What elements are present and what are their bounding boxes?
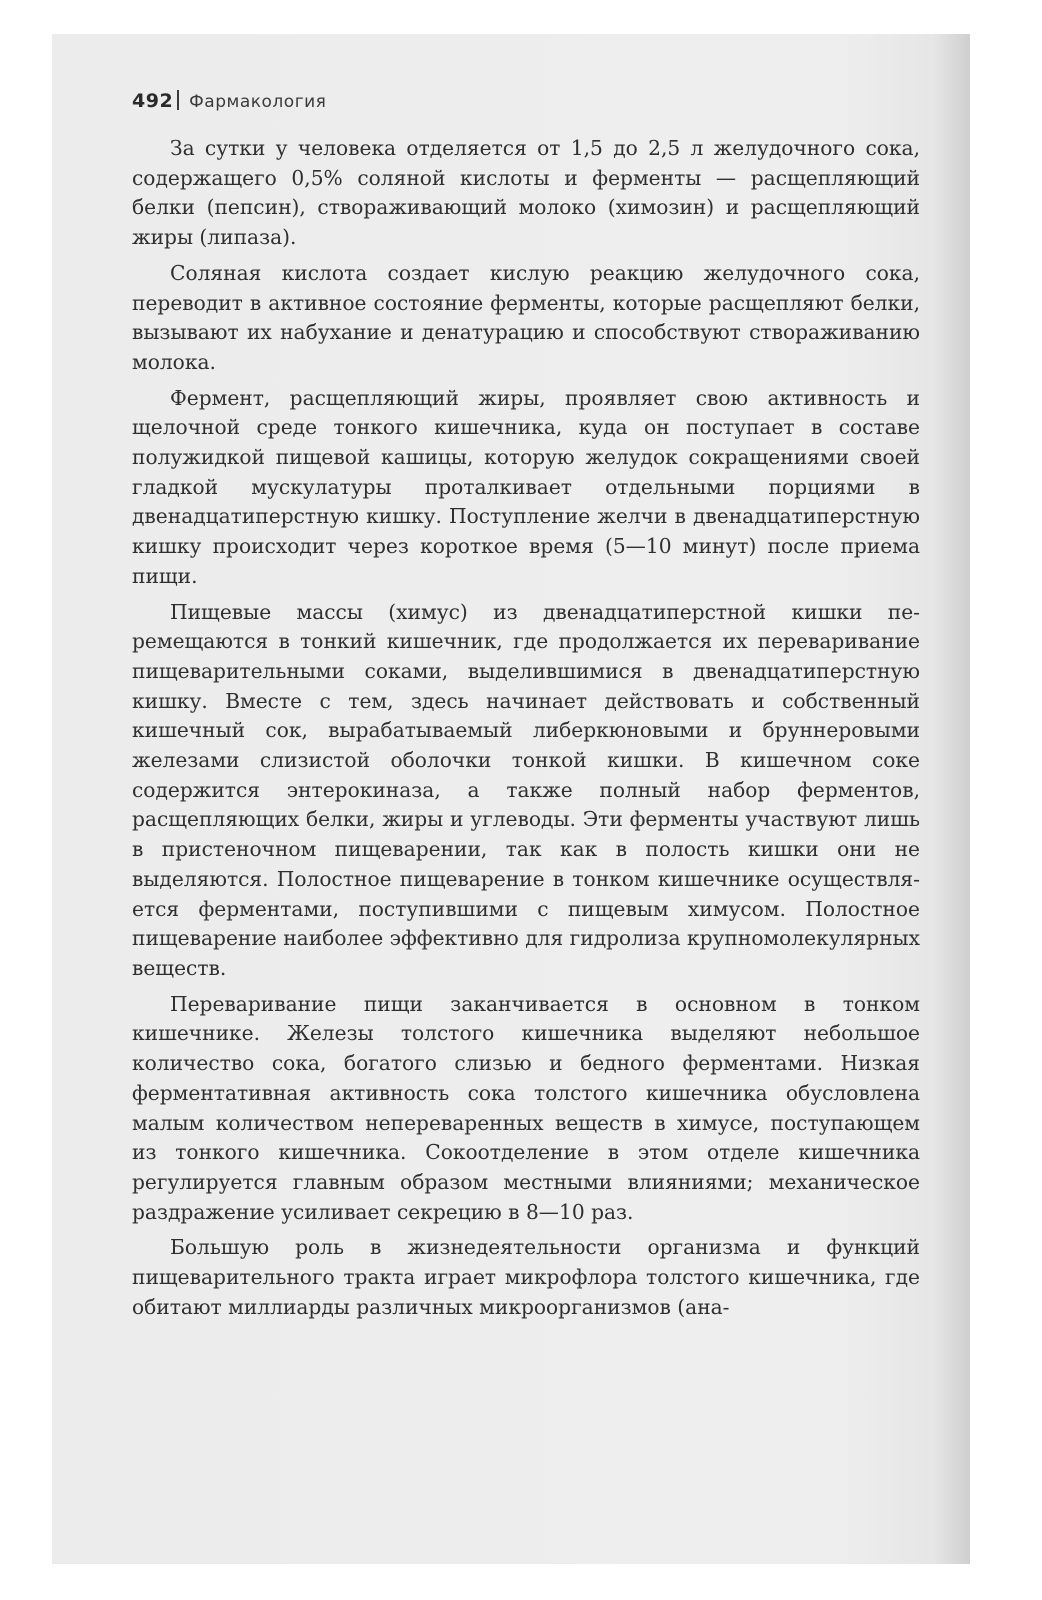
page-number: 492 (132, 90, 174, 112)
paragraph-5: Переваривание пищи заканчивается в основном в тонком кишечнике. Железы толстого кишечника выделяют небольшое количество сока, богатого слизью и бедного ферментами. Низкая ферментативная активность сока толстого кишечника обусловлена малым количеством непереваренных веществ в химусе, поступающем из тонкого кишечника. Сокоотделение в этом отделе кишечника регулируется главным образом местными влияниями; механическое раздражение усиливает секрецию в 8—10 раз. (132, 991, 920, 1224)
header-divider (177, 90, 179, 110)
paragraph-4: Пищевые массы (химус) из двенадцатиперстной кишки перемещаются в тонкий кишечник, где продолжается их переваривание пищеварительными соками, выделившимися в двенадцатиперстную кишку. Вместе с тем, здесь начинает действовать и собственный кишечный сок, вырабатываемый либеркюновыми и бруннеровыми железами слизистой оболочки тонкой кишки. В кишечном соке содержится энтерокиназа, а также полный набор ферментов, расщепляющих белки, жиры и углеводы. Эти ферменты участвуют лишь в пристеночном пищеварении, так как в полость кишки они не выделяются. Полостное пищеварение в тонком кишечнике осуществляется ферментами, поступившими с пищевым химусом. Полостное пищеварение наиболее эффективно для гидролиза крупномолекулярных веществ. (132, 599, 920, 980)
running-header (132, 90, 326, 112)
paragraph-6: Большую роль в жизнедеятельности организма и функций пищеварительного тракта играет микрофлора толстого кишечника, где обитают миллиарды различных микроорганизмов (ана- (132, 1235, 920, 1319)
paragraph-1: За сутки у человека отделяется от 1,5 до 2,5 л желудочного сока, содержащего 0,5% соляной кислоты и ферменты — расщепляющий белки (пепсин), створаживающий молоко (химозин) и расщепляющий жиры (липаза). (132, 136, 920, 250)
scanned-page (52, 34, 970, 1564)
body-text (132, 134, 920, 1328)
paragraph-3: Фермент, расщепляющий жиры, проявляет свою активность и щелочной среде тонкого кишечника, куда он поступает в составе полужидкой пищевой кашицы, которую желудок сокращениями своей гладкой мускулатуры проталкивает отдельными порциями в двенадцатиперстную кишку. Поступление желчи в двенадцатиперстную кишку происходит через короткое время (5—10 минут) после приема пищи. (132, 385, 920, 588)
running-title: Фармакология (189, 92, 327, 112)
paragraph-2: Соляная кислота создает кислую реакцию желудочного сока, переводит в активное состояние ферменты, которые расщепляют белки, вызывают их набухание и денатурацию и способствуют створаживанию молока. (132, 260, 920, 374)
